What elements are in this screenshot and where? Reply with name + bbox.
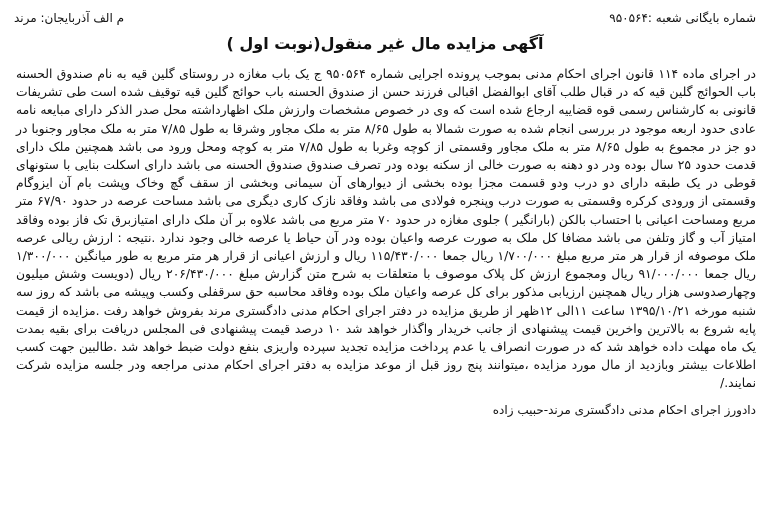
agency-code: م الف آذربایجان: مرند [14,11,125,25]
signature: دادورز اجرای احکام مدنی دادگستری مرند-حبیب زاده [492,402,756,417]
notice-title: آگهی مزایده مال غیر منقول(نوبت اول ) [226,34,544,53]
archive-number: شماره بایگانی شعبه :۹۵۰۵۶۴ [609,11,756,25]
notice-body: در اجرای ماده ۱۱۴ قانون اجرای احکام مدنی بموجب پرونده اجرایی شماره ۹۵۰۵۶۴ ج یک باب مغازه در روستای گلین قیه به نام صندوق الحسنه باب الحوائج گلین قیه که در قبال طلب آقای ابوالفضل اقبالی فرزند حسن از صندوق الحسنه باب حوائج گلین قیه توقیف شده است طی تشریفات قانونی به کارشناس رسمی قوه قضاییه ارجاع شده است که وی در خصوص مشخصات وارزش ملک اظهارداشته محل صدر الذکر دارای مبایعه نامه عادی حدود اربعه موجود در بررسی انجام شده به صورت شمالا به طول ۸/۶۵ متر به ملک مجاور وشرقا به طول ۷/۸۵ متر به ملک مجاور وجنوبا در دو جز در مجموع به طول ۸/۶۵ متر به ملک مجاور وقسمتی از کوچه وغربا به طول ۷/۸۵ متر به کوچه ومحل ورود می باشد همچنین ملک دارای قدمت حدود ۲۵ سال بوده ودر دو دهنه به صورت خالی از سکنه بوده ودر تصرف صندوق صندوق الحسنه می باشد دارای اسکلت بنایی با ستونهای قوطی در یک طبقه دارای دو درب ودو قسمت مجزا بوده بخشی از دیوارهای آن سیمانی وبخشی از سقف گچ وخاک وپشت بام آن ایزوگام وقسمتی از ورودی کرکره وقسمتی به صورت درب وپنجره فولادی می باشد وفاقد نازک کاری دیگری می باشد مساحت عرصه در حدود ۶۷/۹۰ متر مربع ومساحت اعیانی با احتساب بالکن (بارانگیر ) جلوی مغازه در حدود ۷۰ متر مربع می باشد علاوه بر آن ملک دارای امتیازبرق تک فاز بوده وفاقد امتیاز آب و گاز وتلفن می باشد مضافا کل ملک به صورت عرصه واعیان بوده ودر آن حیاط یا عرصه خالی وجود ندارد .نتیجه : ارزش ریالی عرصه ملک موصوفه از قرار هر متر مربع مبلغ ۱/۷۰۰/۰۰۰ ریال جمعا ۱۱۵/۴۳۰/۰۰۰ ریال و ارزش اعیانی از قرار هر متر مربع به طور میانگین ۱/۳۰۰/۰۰۰ ریال جمعا ۹۱/۰۰۰/۰۰۰ ریال ومجموع ارزش کل پلاک موصوف با متعلقات به شرح متن گزارش مبلغ ۲۰۶/۴۳۰/۰۰۰ ریال (دویست وشش میلیون وچهارصدوسی هزار ریال همچنین ارزیابی مذکور برای کل عرصه واعیان ملک بوده وفاقد محاسبه حق سرقفلی وکسب وپیشه می باشد که روز سه شنبه مورخه ۱۳۹۵/۱۰/۲۱ ساعت ۱۱الی ۱۲ظهر از طریق مزایده در دفتر اجرای احکام مدنی دادگستری مرند بفروش خواهد رفت .مزایده از قیمت پایه شروع به بالاترین واخرین قیمت پیشنهادی از جانب خریدار واگذار خواهد شد ۱۰ درصد قیمت پیشنهادی فی المجلس دریافت برای بقیه بمدت یک ماه مهلت داده خواهد شد که در صورت انصراف یا عدم پرداخت مزایده تجدید سپرده واریزی بنفع دولت ضبط خواهد شد .طالبین جهت کسب اطلاعات بیشتر وبازدید از مال مورد مزایده ،میتوانند پنج روز قبل از موعد مزایده به دفتر اجرای احکام مدنی مراجعه ودر جلسه مزایده شرکت نمایند./ [16,67,756,391]
header-row [14,8,756,28]
